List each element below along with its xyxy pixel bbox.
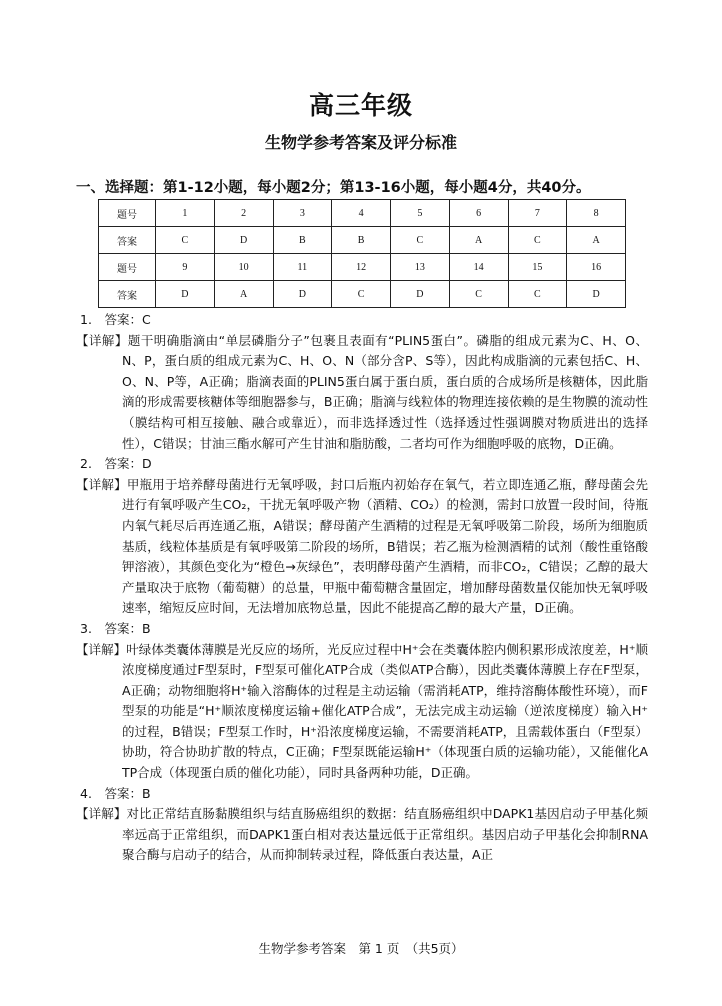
table-cell: 12 xyxy=(332,254,391,281)
table-cell: 9 xyxy=(156,254,215,281)
table-cell: 10 xyxy=(214,254,273,281)
page-title: 高三年级 xyxy=(308,91,413,120)
question-answer-line xyxy=(76,454,648,475)
table-cell: A xyxy=(449,227,508,254)
table-cell: 4 xyxy=(332,200,391,227)
detail-text: 对比正常结直肠黏膜组织与结直肠癌组织的数据：结直肠癌组织中DAPK1基因启动子甲基化频率远高于正常组织，而DAPK1蛋白相对表达量远低于正常组织。基因启动子甲基化会抑制RNA聚合酶与启动子的结合，从而抑制转录过程，降低蛋白表达量，A正 xyxy=(122,806,648,863)
page-subtitle: 生物学参考答案及评分标准 xyxy=(264,133,457,152)
detail-tag: 【详解】 xyxy=(76,332,128,348)
detail-tag: 【详解】 xyxy=(76,476,127,492)
table-row-label: 答案 xyxy=(99,281,156,308)
table-row-label: 答案 xyxy=(99,227,156,254)
question-detail xyxy=(76,475,648,619)
question-number: 2. xyxy=(80,456,92,472)
question-answer-line xyxy=(76,310,648,331)
table-cell: B xyxy=(332,227,391,254)
question-detail xyxy=(76,640,648,784)
detail-text: 叶绿体类囊体薄膜是光反应的场所，光反应过程中H⁺会在类囊体腔内侧积累形成浓度差，H⁺顺浓度梯度通过F型泵时，F型泵可催化ATP合成（类似ATP合酶），因此类囊体薄膜上存在F型泵，A正确；动物细胞将H⁺输入溶酶体的过程是主动运输（需消耗ATP，维持溶酶体酸性环境），而F型泵的功能是“H⁺顺浓度梯度运输+催化ATP合成”，无法完成主动运输（逆浓度梯度）输入H⁺的过程，B错误；F型泵工作时，H⁺沿浓度梯度运输，不需要消耗ATP，且需载体蛋白（F型泵）协助，符合协助扩散的特点，C正确；F型泵既能运输H⁺（体现蛋白质的运输功能），又能催化ATP合成（体现蛋白质的催化功能），同时具备两种功能，D正确。 xyxy=(122,641,648,781)
table-cell: C xyxy=(332,281,391,308)
table-row xyxy=(99,200,626,227)
table-cell: C xyxy=(508,281,567,308)
table-row xyxy=(99,254,626,281)
question-detail xyxy=(76,331,648,455)
question-answer: 答案：B xyxy=(104,785,151,801)
question-number: 3. xyxy=(80,620,92,636)
detail-text: 题干明确脂滴由“单层磷脂分子”包裹且表面有“PLIN5蛋白”。磷脂的组成元素为C、H、O、N、P，蛋白质的组成元素为C、H、O、N（部分含P、S等），因此构成脂滴的元素包括C、H、O、N、P等，A正确；脂滴表面的PLIN5蛋白属于蛋白质，蛋白质的合成场所是核糖体，因此脂滴的形成需要核糖体等细胞器参与，B正确；脂滴与线粒体的物理连接依赖的是生物膜的流动性（膜结构可相互接触、融合或靠近），而非选择透过性（选择透过性强调膜对物质进出的选择性），C错误；甘油三酯水解可产生甘油和脂肪酸，二者均可作为细胞呼吸的底物，D正确。 xyxy=(122,332,648,451)
question-answer: 答案：B xyxy=(104,620,151,636)
detail-tag: 【详解】 xyxy=(76,641,127,657)
question-answer-line xyxy=(76,619,648,640)
table-cell: C xyxy=(391,227,450,254)
table-cell: A xyxy=(214,281,273,308)
table-cell: C xyxy=(508,227,567,254)
answer-explanations xyxy=(76,310,648,866)
table-cell: B xyxy=(273,227,332,254)
table-row-label: 题号 xyxy=(99,254,156,281)
table-cell: D xyxy=(214,227,273,254)
detail-tag: 【详解】 xyxy=(76,806,127,822)
question-answer: 答案：D xyxy=(104,456,152,472)
page-footer: 生物学参考答案 第 1 页 （共5页） xyxy=(258,941,464,956)
table-cell: C xyxy=(449,281,508,308)
table-cell: 1 xyxy=(156,200,215,227)
table-cell: 5 xyxy=(391,200,450,227)
question-detail xyxy=(76,804,648,866)
detail-text: 甲瓶用于培养酵母菌进行无氧呼吸，封口后瓶内初始存在氧气，若立即连通乙瓶，酵母菌会先进行有氧呼吸产生CO₂，干扰无氧呼吸产物（酒精、CO₂）的检测，需封口放置一段时间，待瓶内氧气耗尽后再连通乙瓶，A错误；酵母菌产生酒精的过程是无氧呼吸第二阶段，场所为细胞质基质，线粒体基质是有氧呼吸第二阶段的场所，B错误；若乙瓶为检测酒精的试剂（酸性重铬酸钾溶液），其颜色变化为“橙色→灰绿色”，表明酵母菌产生酒精，而非CO₂，C错误；乙醇的最大产量取决于底物（葡萄糖）的总量，甲瓶中葡萄糖含量固定，增加酵母菌数量仅能加快无氧呼吸速率，缩短反应时间，无法增加底物总量，因此不能提高乙醇的最大产量，D正确。 xyxy=(122,476,648,616)
table-cell: 13 xyxy=(391,254,450,281)
table-cell: D xyxy=(273,281,332,308)
question-number: 1. xyxy=(80,312,92,327)
table-cell: 8 xyxy=(567,200,626,227)
table-row xyxy=(99,281,626,308)
table-cell: 16 xyxy=(567,254,626,281)
question-number: 4. xyxy=(80,785,92,801)
table-cell: 2 xyxy=(214,200,273,227)
table-cell: D xyxy=(391,281,450,308)
table-cell: 7 xyxy=(508,200,567,227)
section-heading: 一、选择题：第1-12小题，每小题2分；第13-16小题，每小题4分，共40分。 xyxy=(76,180,591,196)
table-cell: 3 xyxy=(273,200,332,227)
table-cell: 6 xyxy=(449,200,508,227)
table-cell: D xyxy=(567,281,626,308)
table-cell: C xyxy=(156,227,215,254)
question-answer: 答案：C xyxy=(104,312,151,327)
table-row xyxy=(99,227,626,254)
table-cell: 11 xyxy=(273,254,332,281)
answer-table xyxy=(98,199,626,308)
table-cell: D xyxy=(156,281,215,308)
table-cell: 15 xyxy=(508,254,567,281)
table-cell: 14 xyxy=(449,254,508,281)
table-row-label: 题号 xyxy=(99,200,156,227)
question-answer-line xyxy=(76,784,648,805)
table-cell: A xyxy=(567,227,626,254)
